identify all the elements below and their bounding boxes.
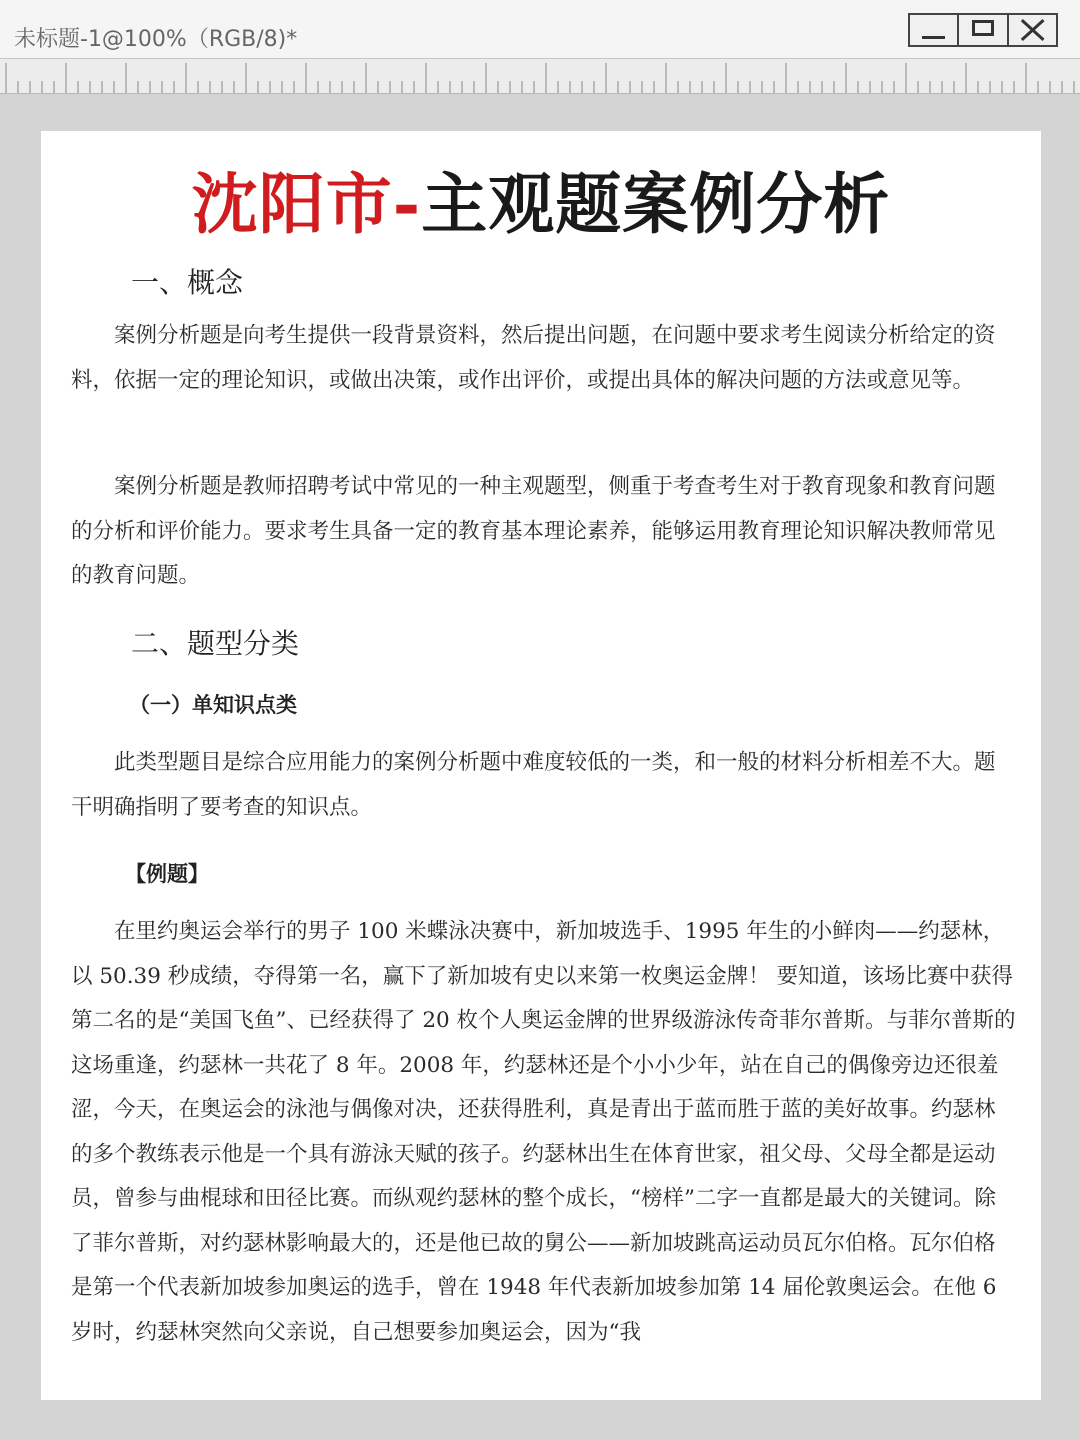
minimize-icon	[922, 36, 945, 39]
concept-paragraph-1: 案例分析题是向考生提供一段背景资料，然后提出问题，在问题中要求考生阅读分析给定的资料，依据一定的理论知识，或做出决策，或作出评价，或提出具体的解决问题的方法或意见等。	[71, 323, 996, 393]
single-type-paragraph: 此类型题目是综合应用能力的案例分析题中难度较低的一类，和一般的材料分析相差不大。题干明确指明了要考查的知识点。	[71, 750, 996, 820]
close-icon	[1009, 15, 1056, 45]
close-button[interactable]	[1009, 15, 1056, 45]
section-heading-types: 二、题型分类	[131, 627, 300, 660]
section-heading-concept: 一、概念	[131, 266, 244, 299]
document-page	[41, 131, 1041, 1400]
minimize-button[interactable]	[910, 15, 959, 45]
document-title	[41, 151, 1041, 246]
concept-paragraph-2: 案例分析题是教师招聘考试中常见的一种主观题型，侧重于考查考生对于教育现象和教育问题的分析和评价能力。要求考生具备一定的教育基本理论素养，能够运用教育理论知识解决教师常见的教育问题。	[71, 474, 996, 588]
example-paragraph: 在里约奥运会举行的男子 100 米蝶泳决赛中，新加坡选手、1995 年生的小鲜肉——约瑟林，以 50.39 秒成绩，夺得第一名，赢下了新加坡有史以来第一枚奥运金牌！ 要知道，该场比赛中获得第二名的是“美国飞鱼”、已经获得了 20 枚个人奥运金牌的世界级游泳传奇菲尔普斯。与菲尔普斯的这场重逢，约瑟林一共花了 8 年。2008 年，约瑟林还是个小小少年，站在自己的偶像旁边还很羞涩，今天，在奥运会的泳池与偶像对决，还获得胜利，真是青出于蓝而胜于蓝的美好故事。约瑟林的多个教练表示他是一个具有游泳天赋的孩子。约瑟林出生在体育世家，祖父母、父母全都是运动员，曾参与曲棍球和田径比赛。而纵观约瑟林的整个成长，“榜样”二字一直都是最大的关键词。除了菲尔普斯，对约瑟林影响最大的，还是他已故的舅公——新加坡跳高运动员瓦尔伯格。瓦尔伯格是第一个代表新加坡参加奥运的选手，曾在 1948 年代表新加坡参加第 14 届伦敦奥运会。在他 6 岁时，约瑟林突然向父亲说，自己想要参加奥运会，因为“我	[71, 919, 1016, 1345]
subsection-heading-single: （一）单知识点类	[129, 692, 297, 717]
maximize-button[interactable]	[959, 15, 1008, 45]
horizontal-ruler[interactable]	[0, 59, 1080, 94]
ruler-ticks	[0, 59, 1080, 93]
title-bar	[0, 0, 1080, 59]
title-city: 沈阳市-	[191, 165, 422, 243]
window-controls	[908, 13, 1058, 47]
maximize-icon	[972, 20, 994, 36]
title-subject: 主观题案例分析	[421, 165, 891, 243]
example-label: 【例题】	[125, 861, 209, 886]
window-title: 未标题-1@100%（RGB/8)*	[14, 27, 298, 52]
